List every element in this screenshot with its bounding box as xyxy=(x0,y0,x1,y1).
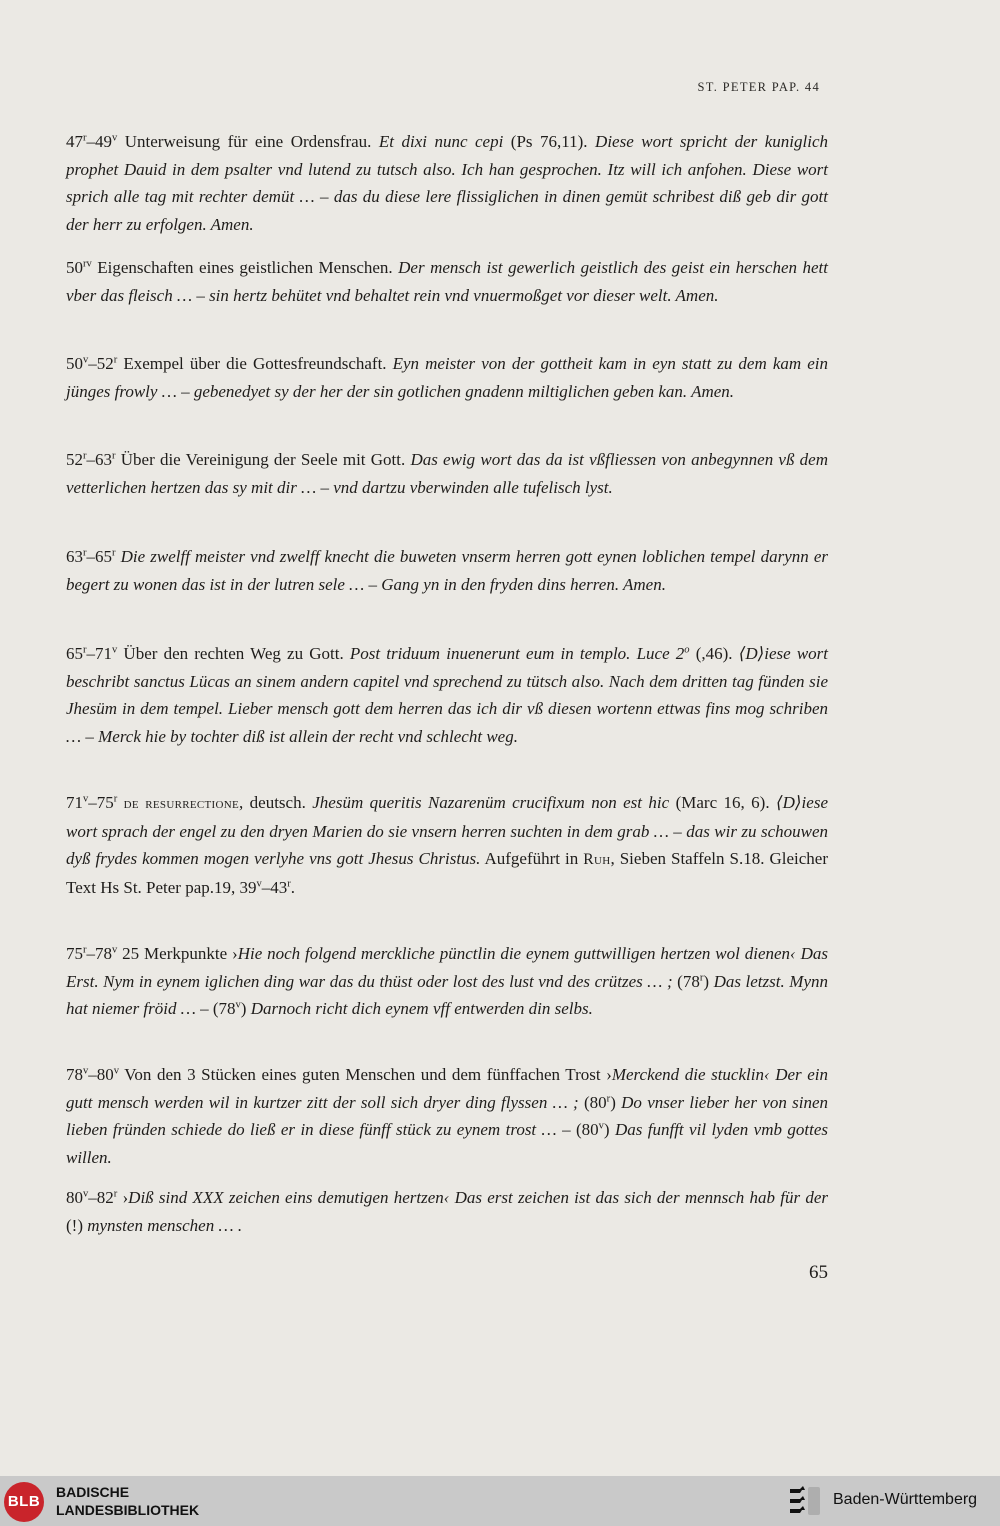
entry-text: Diß sind XXX zeichen eins demutigen hertzen‹ Das erst zeichen ist das sich der mennsch hab für der xyxy=(128,1188,828,1207)
folio-range: 63$^r$–65$^r$ xyxy=(66,547,116,566)
entry-text: Eyn meister von der gottheit kam in eyn statt zu dem kam ein jünges frowly … – gebenedyet sy der her der sin gotlichen gnadenn miltiglichen geben kan. Amen. xyxy=(66,354,828,401)
entry-text: ⟨D⟩iese wort beschribt sanctus Lücas an sinem andern capitel vnd sprechend zu tütsch also. Nach dem dritten tag fünden sie Jhesüm in dem tempel. Lieber mensch gott dem herren das ich dir vß diesen wortenn ettwas fins mog schriben … – Merck hie by tochter diß ist allein der recht vnd schlecht weg. xyxy=(66,644,828,746)
entry-title: de resurrectione xyxy=(117,795,239,812)
entry-title: Von den 3 Stücken eines guten Menschen und dem fünffachen Trost › xyxy=(119,1065,612,1084)
folio-range: 52$^r$–63$^r$ xyxy=(66,450,116,469)
entry-note: Aufgeführt in Ruh, Sieben Staffeln S.18. Gleicher Text Hs St. Peter pap.19, 39$^v$–43$^r$. xyxy=(66,849,828,897)
entry-incipit-latin: Jhesüm queritis Nazarenüm crucifixum non est hic xyxy=(312,793,670,812)
running-header: ST. PETER PAP. 44 xyxy=(697,80,820,94)
entry-title: Über die Vereinigung der Seele mit Gott. xyxy=(115,450,411,469)
entry-incipit-latin: Et dixi nunc cepi xyxy=(378,132,504,151)
folio-range: 50$^v$–52$^r$ xyxy=(66,354,118,373)
folio-range: 80$^v$–82$^r$ xyxy=(66,1188,118,1207)
footer-bar xyxy=(0,1476,1000,1526)
entry-text: Der mensch ist gewerlich geistlich des geist ein herschen hett vber das fleisch … – sin hertz behütet vnd behaltet rein vnd vnuermoßget vor dieser welt. Amen. xyxy=(66,258,828,305)
page-number: 65 xyxy=(809,1262,828,1283)
catalog-entry xyxy=(66,543,828,598)
entry-text: ⟨D⟩iese wort sprach der engel zu den dryen Marien do sie vnsern herren suchten in dem grab … – das wir zu schouwen dyß frydes kommen mogen verlyhe vns gott Jhesus Christus. xyxy=(66,793,828,868)
entry-title: Unterweisung für eine Ordensfrau. xyxy=(117,132,379,151)
catalog-entry: 71$^v$–75$^r$ de resurrectione, deutsch. Jhesüm queritis Nazarenüm crucifixum non est hic (Marc 16, 6). ⟨D⟩iese wort sprach der engel zu den dryen Marien do sie vnsern herren suchten in dem grab … – das wir zu schouwen dyß frydes kommen mogen verlyhe vns gott Jhesus Christus. Aufgeführt in Ruh, Sieben Staffeln S.18. Gleicher Text Hs St. Peter pap.19, 39$^v$–43$^r$. xyxy=(66,793,828,897)
entry-text: Hie noch folgend merckliche pünctlin die eynem guttwilligen hertzen wol dienen‹ Das Erst. Nym in eynem iglichen ding war das du thüst oder lost des lust vnd des crützes … ; xyxy=(66,944,828,991)
entry-title: Eigenschaften eines geistlichen Menschen. xyxy=(91,258,399,277)
folio-range: 65$^r$–71$^v$ xyxy=(66,644,118,663)
folio-range: 75$^r$–78$^v$ xyxy=(66,944,118,963)
folio-marker: (78$^v$) xyxy=(208,999,251,1018)
scripture-reference: (Ps 76,11). xyxy=(503,132,596,151)
folio-marker: (78$^r$) xyxy=(672,971,714,991)
entry-incipit-latin: Post triduum inuenerunt eum in templo. Luce 2$^o$ xyxy=(349,644,690,663)
catalog-entry xyxy=(66,254,828,309)
catalog-entry: 78$^v$–80$^v$ Von den 3 Stücken eines guten Menschen und dem fünffachen Trost ›Merckend die stucklin‹ Der ein gutt mensch werden wil in kurtzer zitt der soll sich dryer ding flyssen … ; (80$^r$) Do vnser lieber her von sinen lieben fründen schiede do ließ er in diese fünff stück zu eynem trost … – (80$^v$) Das funfft vil lyden vmb gottes willen. xyxy=(66,1065,828,1167)
blb-logo[interactable]: BLB xyxy=(4,1482,44,1522)
state-name[interactable]: Baden-Württemberg xyxy=(833,1491,978,1508)
catalog-entry xyxy=(66,446,828,501)
entry-title: Exempel über die Gottesfreundschaft. xyxy=(117,354,393,373)
scripture-reference: (Marc 16, 6). xyxy=(669,793,777,812)
catalog-entry: 80$^v$–82$^r$ ›Diß sind XXX zeichen eins demutigen hertzen‹ Das erst zeichen ist das sich der mennsch hab für der (!) mynsten menschen … . xyxy=(66,1188,828,1235)
folio-marker: (80$^v$) xyxy=(570,1120,615,1139)
folio-range: 47$^r$–49$^v$ xyxy=(66,132,118,151)
entry-text: Die zwelff meister vnd zwelff knecht die buweten vnserm herren gott eynen loblichen tempel darynn er begert zu wonen das ist in der lutren sele … – Gang yn in den fryden dins herren. Amen. xyxy=(66,547,828,594)
entry-text: Diese wort spricht der kuniglich prophet Dauid in dem psalter vnd lutend zu tutsch also. Ich han gesprochen. Itz will ich anfohen. Diese wort sprich alle tag mit rechter demüt … – das du diese lere flissiglichen in dinen gemüt schribest diß geb dir gott der herr zu erfolgen. Amen. xyxy=(66,132,829,234)
folio-range: 71$^v$–75$^r$ xyxy=(66,793,118,812)
catalog-entry xyxy=(66,640,828,750)
catalog-entry xyxy=(66,128,828,238)
catalog-entry xyxy=(66,350,828,405)
catalog-entry: 75$^r$–78$^v$ 25 Merkpunkte ›Hie noch folgend merckliche pünctlin die eynem guttwilligen hertzen wol dienen‹ Das Erst. Nym in eynem iglichen ding war das du thüst oder lost des lust vnd des crützes … ; (78$^r$) Das letzst. Mynn hat niemer fröid … – (78$^v$) Darnoch richt dich eynem vff entwerden din selbs. xyxy=(66,944,828,1018)
scripture-reference: (,46). xyxy=(689,644,739,663)
entry-title: Über den rechten Weg zu Gott. xyxy=(117,644,350,663)
folio-range: $50^{rv}$ xyxy=(66,258,92,277)
folio-range: 78$^v$–80$^v$ xyxy=(66,1065,120,1084)
entry-title: 25 Merkpunkte › xyxy=(117,944,238,963)
editorial-mark: (!) xyxy=(66,1215,88,1235)
state-lions-icon xyxy=(786,1485,822,1517)
folio-marker: (80$^r$) xyxy=(578,1092,622,1112)
library-name[interactable]: BADISCHE LANDESBIBLIOTHEK xyxy=(56,1484,200,1518)
entry-text: Merckend die stucklin‹ Der ein gutt mensch werden wil in kurtzer zitt der soll sich dryer ding flyssen … ; xyxy=(66,1065,828,1112)
entry-text: Das ewig wort das da ist vßfliessen von anbegynnen vß dem vetterlichen hertzen das sy mit dir … – vnd dartzu vberwinden alle tufelisch lyst. xyxy=(66,450,828,497)
